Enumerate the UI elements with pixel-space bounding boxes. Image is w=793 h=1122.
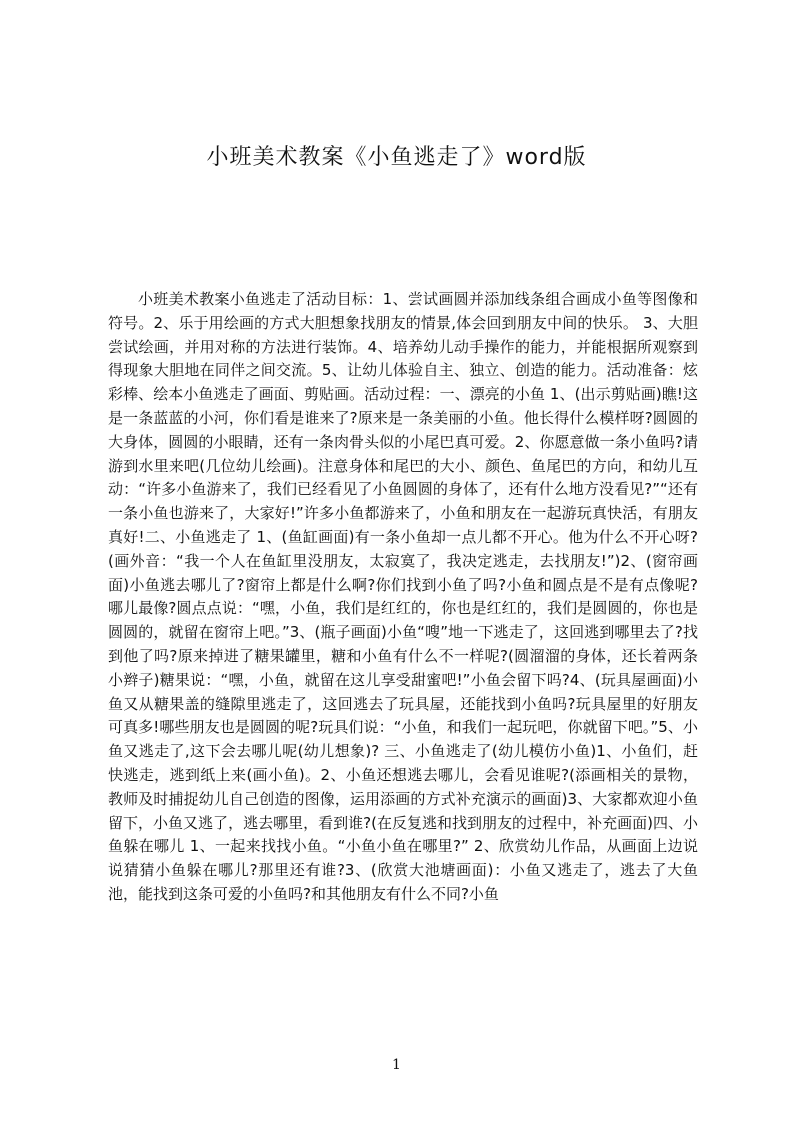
document-title: 小班美术教案《小鱼逃走了》word版 xyxy=(206,145,587,170)
document-body-paragraph: 小班美术教案小鱼逃走了活动目标：1、尝试画圆并添加线条组合画成小鱼等图像和符号。2、乐于用绘画的方式大胆想象找朋友的情景,体会回到朋友中间的快乐。 3、大胆尝试绘画，并用对称的方法进行装饰。4、培养幼儿动手操作的能力，并能根据所观察到得现象大胆地在同伴之间交流。5、让幼儿体验自主、独立、创造的能力。活动准备：炫彩棒、绘本小鱼逃走了画面、剪贴画。活动过程：一、漂亮的小鱼 1、(出示剪贴画)瞧!这是一条蓝蓝的小河，你们看是谁来了?原来是一条美丽的小鱼。他长得什么模样呀?圆圆的大身体，圆圆的小眼睛，还有一条肉骨头似的小尾巴真可爱。2、你愿意做一条小鱼吗?请游到水里来吧(几位幼儿绘画)。注意身体和尾巴的大小、颜色、鱼尾巴的方向，和幼儿互动：“许多小鱼游来了，我们已经看见了小鱼圆圆的身体了，还有什么地方没看见?”“还有一条小鱼也游来了，大家好!”许多小鱼都游来了，小鱼和朋友在一起游玩真快活，有朋友真好!二、小鱼逃走了 1、(鱼缸画面)有一条小鱼却一点儿都不开心。他为什么不开心呀?(画外音：“我一个人在鱼缸里没朋友，太寂寞了，我决定逃走，去找朋友!”)2、(窗帘画面)小鱼逃去哪儿了?窗帘上都是什么啊?你们找到小鱼了吗?小鱼和圆点是不是有点像呢?哪儿最像?圆点点说：“嘿，小鱼，我们是红红的，你也是红红的，我们是圆圆的，你也是圆圆的，就留在窗帘上吧。”3、(瓶子画面)小鱼“嗖”地一下逃走了，这回逃到哪里去了?找到他了吗?原来掉进了糖果罐里，糖和小鱼有什么不一样呢?(圆溜溜的身体，还长着两条小辫子)糖果说：“嘿，小鱼，就留在这儿享受甜蜜吧!”小鱼会留下吗?4、(玩具屋画面)小鱼又从糖果盖的缝隙里逃走了，这回逃去了玩具屋，还能找到小鱼吗?玩具屋里的好朋友可真多!哪些朋友也是圆圆的呢?玩具们说：“小鱼，和我们一起玩吧，你就留下吧。”5、小鱼又逃走了,这下会去哪儿呢(幼儿想象)? 三、小鱼逃走了(幼儿模仿小鱼)1、小鱼们，赶快逃走，逃到纸上来(画小鱼)。2、小鱼还想逃去哪儿，会看见谁呢?(添画相关的景物，教师及时捕捉幼儿自己创造的图像，运用添画的方式补充演示的画面)3、大家都欢迎小鱼留下，小鱼又逃了，逃去哪里，看到谁?(在反复逃和找到朋友的过程中，补充画面)四、小鱼躲在哪儿 1、一起来找找小鱼。“小鱼小鱼在哪里?” 2、欣赏幼儿作品，从画面上边说说猜猜小鱼躲在哪儿?那里还有谁?3、(欣赏大池塘画面)：小鱼又逃走了，逃去了大鱼池，能找到这条可爱的小鱼吗?和其他朋友有什么不同?小鱼 xyxy=(108,290,698,903)
page-number: 1 xyxy=(392,1057,401,1073)
